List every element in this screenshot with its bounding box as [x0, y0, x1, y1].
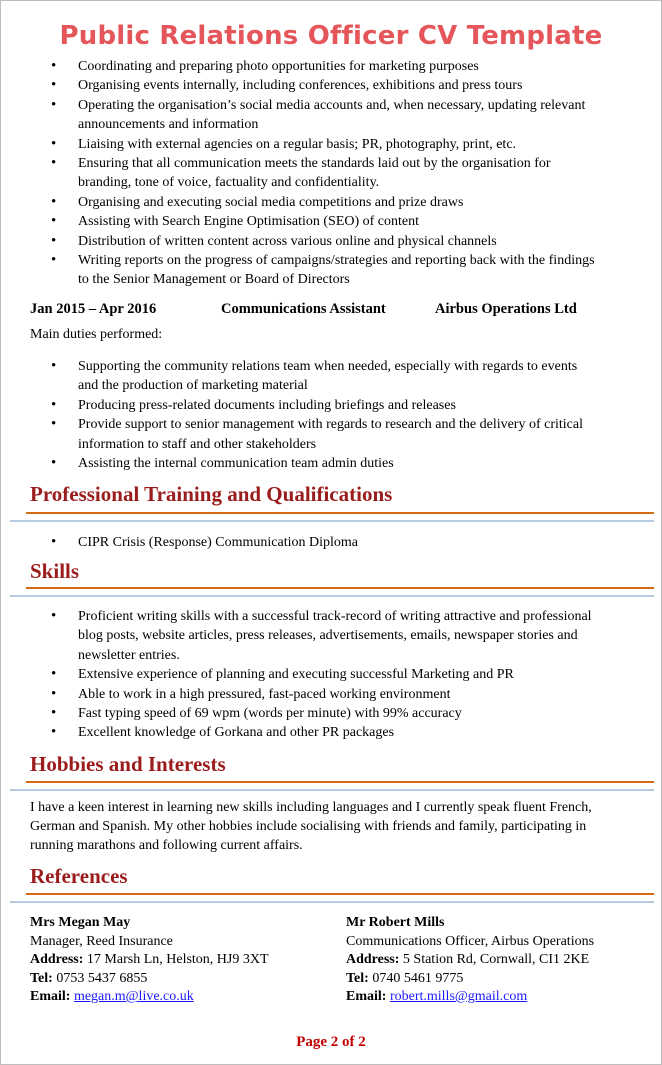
- section-heading-references: References: [30, 864, 128, 888]
- reference-tel: [346, 970, 594, 989]
- duties-label: Main duties performed:: [30, 327, 163, 342]
- reference-tel: [30, 970, 269, 989]
- email-link[interactable]: megan.m@live.co.uk: [73, 989, 194, 1004]
- list-item: • Assisting with Search Engine Optimisation (SEO) of content: [0, 212, 598, 231]
- list-item: • Extensive experience of planning and executing successful Marketing and PR: [0, 665, 598, 684]
- list-item: • Excellent knowledge of Gorkana and other PR packages: [0, 723, 598, 742]
- tel-value: 0753 5437 6855: [56, 970, 148, 986]
- address-label: Address:: [346, 952, 400, 967]
- list-item: • Assisting the internal communication team admin duties: [0, 454, 598, 473]
- email-label: Email:: [30, 989, 71, 1004]
- section-heading-hobbies: Hobbies and Interests: [30, 752, 226, 776]
- list-item: • Distribution of written content across various online and physical channels: [0, 232, 598, 251]
- tel-value: 0740 5461 9775: [372, 970, 464, 986]
- list-item: • Able to work in a high pressured, fast-paced working environment: [0, 685, 598, 704]
- document-title: Public Relations Officer CV Template: [59, 21, 603, 51]
- section-divider: [26, 781, 654, 783]
- training-list: [0, 533, 662, 552]
- reference-email: [30, 988, 269, 1007]
- list-item: • Writing reports on the progress of campaigns/strategies and reporting back with the findings to the Senior Management or Board of Directors: [0, 251, 598, 290]
- address-value: 5 Station Rd, Cornwall, CI1 2KE: [402, 952, 590, 967]
- list-item: • Fast typing speed of 69 wpm (words per minute) with 99% accuracy: [0, 704, 598, 723]
- list-item: • Provide support to senior management with regards to research and the delivery of critical information to staff and other stakeholders: [0, 415, 598, 454]
- list-item: • Ensuring that all communication meets the standards laid out by the organisation for branding, tone of voice, factuality and confidentiality.: [0, 154, 598, 193]
- section-divider: [26, 512, 654, 514]
- job-duties-list: [0, 357, 662, 473]
- section-divider: [10, 789, 654, 791]
- list-item: • Organising and executing social media competitions and prize draws: [0, 193, 598, 212]
- list-item: • Supporting the community relations team when needed, especially with regards to events and the production of marketing material: [0, 357, 598, 396]
- list-item: • Liaising with external agencies on a regular basis; PR, photography, print, etc.: [0, 135, 598, 154]
- job-dates: Jan 2015 – Apr 2016: [30, 301, 157, 317]
- tel-label: Tel:: [346, 970, 369, 986]
- list-item: • Proficient writing skills with a successful track-record of writing attractive and professional blog posts, website articles, press releases, advertisements, emails, newspaper stories and newsletter entries.: [0, 607, 598, 665]
- previous-job-duties-list: [0, 57, 662, 290]
- section-heading-skills: Skills: [30, 559, 80, 583]
- reference-position: Communications Officer, Airbus Operations: [346, 933, 595, 949]
- section-heading-training: Professional Training and Qualifications: [30, 482, 393, 506]
- email-link[interactable]: robert.mills@gmail.com: [389, 989, 528, 1004]
- reference-name: Mrs Megan May: [30, 915, 131, 930]
- section-divider: [26, 587, 654, 589]
- hobbies-text: I have a keen interest in learning new skills including languages and I currently speak fluent French, German and Spanish. My other hobbies include socialising with friends and family, participating in running marathons and following current affairs.: [30, 800, 592, 853]
- reference-address: [346, 951, 594, 970]
- job-role: Communications Assistant: [221, 301, 386, 317]
- section-divider: [10, 595, 654, 597]
- section-divider: [10, 520, 654, 522]
- reference-email: [346, 988, 594, 1007]
- reference-address: [30, 951, 269, 970]
- list-item: • Producing press-related documents including briefings and releases: [0, 396, 598, 415]
- reference-1: [30, 914, 269, 1007]
- reference-name: Mr Robert Mills: [346, 915, 445, 930]
- job-company: Airbus Operations Ltd: [435, 301, 577, 317]
- list-item: • Coordinating and preparing photo opportunities for marketing purposes: [0, 57, 598, 76]
- section-divider: [10, 901, 654, 903]
- address-label: Address:: [30, 952, 84, 967]
- list-item: • Organising events internally, including conferences, exhibitions and press tours: [0, 76, 598, 95]
- email-label: Email:: [346, 989, 387, 1004]
- address-value: 17 Marsh Ln, Helston, HJ9 3XT: [86, 952, 269, 967]
- reference-2: [346, 914, 594, 1007]
- list-item: • Operating the organisation’s social media accounts and, when necessary, updating relevant announcements and information: [0, 96, 598, 135]
- skills-list: [0, 607, 662, 743]
- reference-position: Manager, Reed Insurance: [30, 933, 173, 949]
- page-number: Page 2 of 2: [296, 1034, 366, 1050]
- list-item: • CIPR Crisis (Response) Communication Diploma: [0, 533, 598, 552]
- tel-label: Tel:: [30, 970, 53, 986]
- section-divider: [26, 893, 654, 895]
